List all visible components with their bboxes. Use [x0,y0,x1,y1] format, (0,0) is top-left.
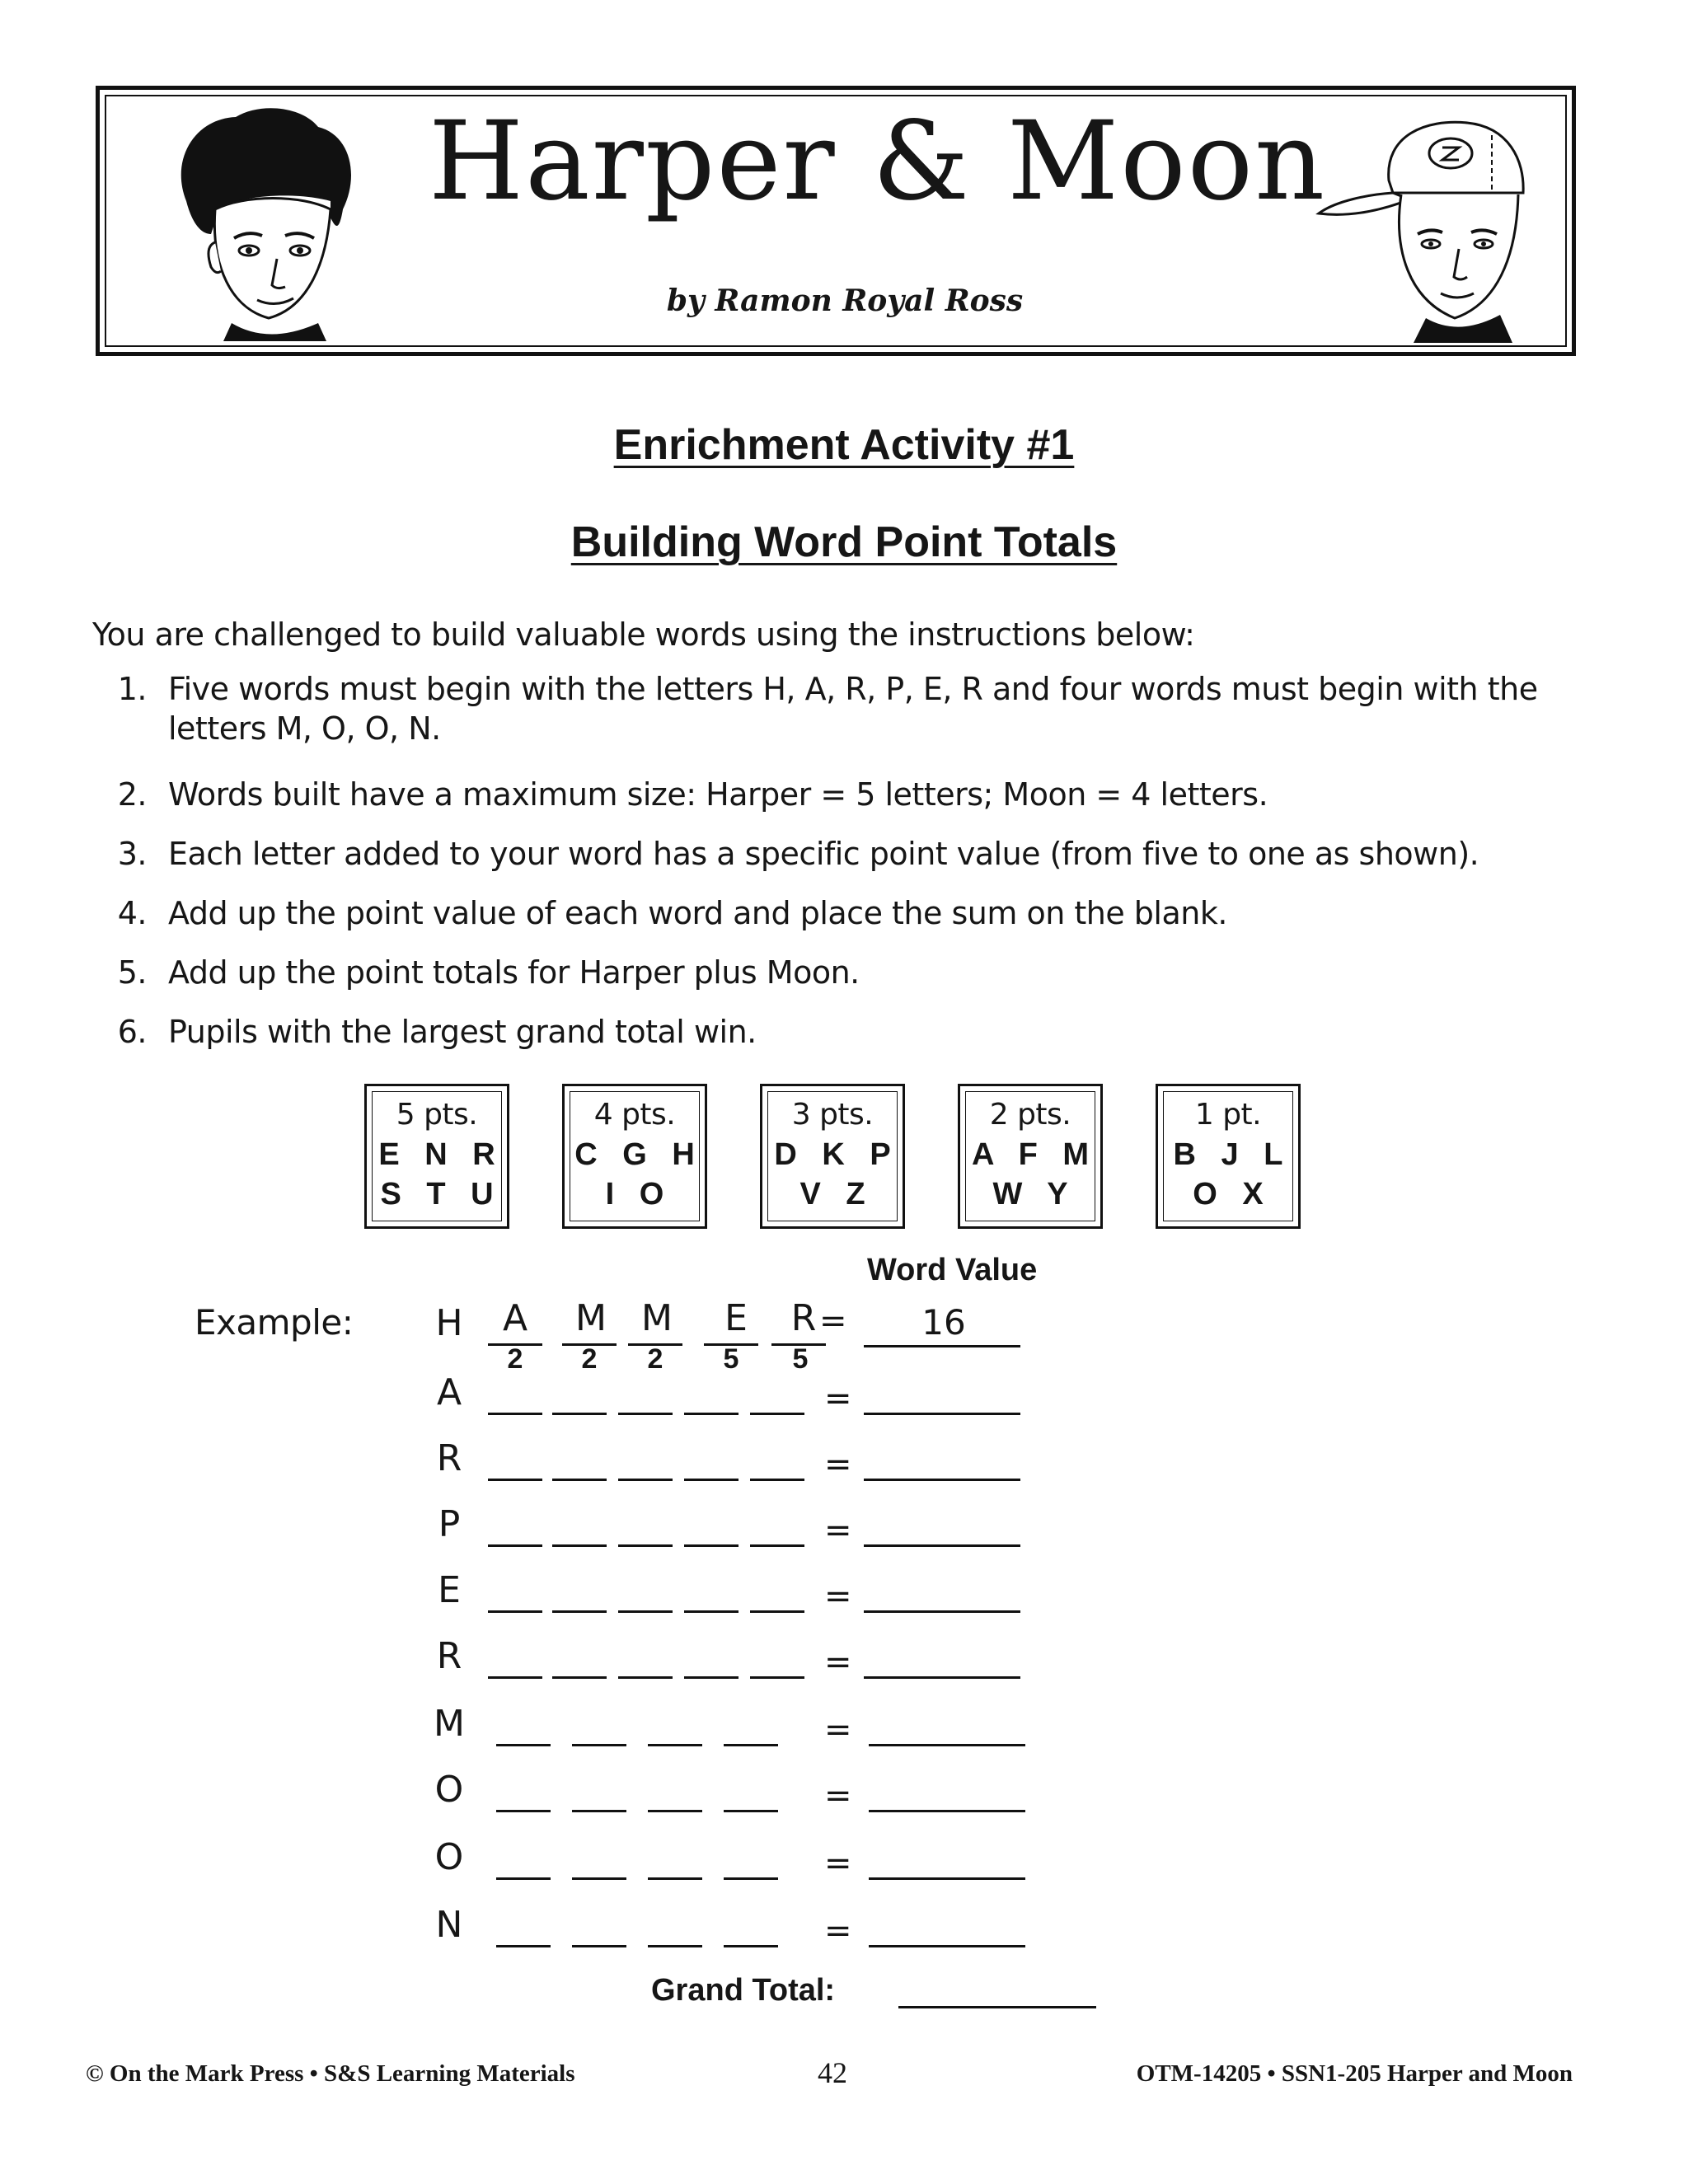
row-letter-o: O [434,1769,464,1811]
moon-portrait [1302,102,1550,349]
step-number: 6. [117,1014,147,1050]
point-box-value: 1 pt. [1194,1098,1262,1132]
example-equals: = [819,1302,847,1340]
row-letter-e: E [438,1569,461,1611]
grand-total-label: Grand Total: [651,1973,836,2008]
letter-blank[interactable] [496,1810,551,1812]
word-value-label: Word Value [867,1253,1038,1287]
row-letter-r2: R [436,1635,462,1677]
letter-blank[interactable] [618,1413,673,1415]
step-number: 4. [117,895,147,931]
letter-blank[interactable] [684,1479,738,1481]
row-letter-o2: O [434,1836,464,1878]
example-letter-points: 5 [723,1343,739,1375]
point-box-1 [1156,1084,1301,1229]
step-text: Add up the point value of each word and place the sum on the blank. [168,895,1227,931]
row-equals: = [824,1844,852,1882]
point-box-letters: S T U [380,1177,502,1212]
point-box-letters: D K P [774,1137,899,1172]
point-box-value: 2 pts. [989,1098,1071,1132]
row-letter-a: A [436,1371,462,1413]
letter-blank[interactable] [572,1810,626,1812]
grand-total-blank[interactable] [898,2006,1096,2008]
step-number: 5. [117,954,147,991]
step-number: 3. [117,836,147,872]
letter-blank[interactable] [750,1544,804,1547]
letter-blank[interactable] [618,1479,673,1481]
instructions-intro: You are challenged to build valuable words using the instructions below: [92,616,1195,653]
example-letter-points: 5 [792,1343,809,1375]
row-equals: = [824,1912,852,1950]
step-text: Each letter added to your word has a specific point value (from five to one as shown). [168,836,1479,872]
row-equals: = [824,1577,852,1615]
book-title: Harper & Moon [429,98,1327,225]
letter-blank[interactable] [750,1413,804,1415]
example-label: Example: [195,1302,354,1343]
letter-blank[interactable] [648,1810,702,1812]
letter-blank[interactable] [488,1544,542,1547]
activity-title-text: Enrichment Activity #1 [613,421,1075,469]
letter-blank[interactable] [552,1479,607,1481]
letter-blank[interactable] [648,1945,702,1947]
step-text: Five words must begin with the letters H, A, R, P, E, R and four words must begin with the letters M, O, O, N. [168,671,1538,747]
row-equals: = [824,1643,852,1681]
word-value-blank[interactable] [869,1744,1025,1746]
footer-product-code: OTM-14205 • SSN1-205 Harper and Moon [1136,2060,1573,2087]
point-box-letters: V Z [799,1177,874,1212]
word-value-blank[interactable] [864,1413,1020,1415]
letter-blank[interactable] [488,1413,542,1415]
point-box-letters: W Y [992,1177,1076,1212]
example-value-line [864,1345,1020,1347]
row-equals: = [824,1711,852,1749]
activity-subtitle [0,518,1688,567]
point-box-3 [760,1084,905,1229]
step-text: Pupils with the largest grand total win. [168,1014,757,1050]
example-start-letter: H [435,1302,463,1344]
word-value-blank[interactable] [864,1676,1020,1679]
letter-blank[interactable] [684,1413,738,1415]
letter-blank[interactable] [572,1945,626,1947]
letter-blank[interactable] [684,1610,738,1613]
word-value-blank[interactable] [864,1479,1020,1481]
point-box-value: 3 pts. [791,1098,874,1132]
letter-blank[interactable] [488,1610,542,1613]
letter-blank[interactable] [552,1610,607,1613]
point-box-5 [364,1084,509,1229]
row-letter-n: N [435,1904,463,1946]
activity-title [0,420,1688,470]
point-box-letters: A F M [971,1137,1097,1172]
example-letter: M [575,1297,607,1339]
example-letter: M [641,1297,673,1339]
example-letter: R [790,1297,817,1339]
letter-blank[interactable] [552,1676,607,1679]
letter-blank[interactable] [552,1413,607,1415]
example-letter-points: 2 [647,1343,663,1375]
letter-blank[interactable] [488,1479,542,1481]
letter-blank[interactable] [618,1610,673,1613]
letter-blank[interactable] [684,1676,738,1679]
row-equals: = [824,1446,852,1483]
row-equals: = [824,1511,852,1549]
letter-blank[interactable] [496,1945,551,1947]
row-equals: = [824,1777,852,1815]
point-box-letters: E N R [378,1137,504,1172]
point-box-letters: C G H [574,1137,703,1172]
letter-blank[interactable] [648,1744,702,1746]
letter-blank[interactable] [750,1479,804,1481]
point-box-value: 4 pts. [593,1098,676,1132]
row-letter-r: R [436,1437,462,1479]
point-box-value: 5 pts. [396,1098,478,1132]
word-value-blank[interactable] [864,1544,1020,1547]
example-word-value: 16 [921,1302,966,1343]
letter-blank[interactable] [684,1544,738,1547]
example-letter: E [724,1297,748,1339]
example-letter: A [502,1297,528,1339]
letter-blank[interactable] [618,1676,673,1679]
letter-blank[interactable] [724,1744,778,1746]
letter-blank[interactable] [724,1945,778,1947]
step-number: 2. [117,776,147,813]
point-box-letters: B J L [1173,1137,1292,1172]
step-number: 1. [117,671,147,707]
footer-publisher: © On the Mark Press • S&S Learning Materials [86,2060,575,2087]
letter-blank[interactable] [724,1877,778,1880]
book-author: by Ramon Royal Ross [666,284,1024,318]
word-value-blank[interactable] [869,1945,1025,1947]
example-letter-points: 2 [507,1343,523,1375]
activity-subtitle-text: Building Word Point Totals [570,518,1118,566]
point-box-letters: O X [1193,1177,1272,1212]
row-equals: = [824,1380,852,1418]
word-value-blank[interactable] [869,1810,1025,1812]
point-box-letters: I O [605,1177,673,1212]
letter-blank[interactable] [618,1544,673,1547]
harper-portrait [162,102,376,349]
letter-blank[interactable] [724,1810,778,1812]
row-letter-p: P [438,1503,461,1545]
page-number: 42 [818,2056,847,2089]
word-value-blank[interactable] [869,1877,1025,1880]
letter-blank[interactable] [552,1544,607,1547]
row-letter-m: M [434,1703,465,1745]
letter-blank[interactable] [496,1744,551,1746]
step-text: Words built have a maximum size: Harper = 5 letters; Moon = 4 letters. [168,776,1268,813]
letter-blank[interactable] [648,1877,702,1880]
example-letter-points: 2 [581,1343,598,1375]
letter-blank[interactable] [750,1610,804,1613]
letter-blank[interactable] [496,1877,551,1880]
point-box-2 [958,1084,1103,1229]
letter-blank[interactable] [572,1877,626,1880]
letter-blank[interactable] [572,1744,626,1746]
step-text: Add up the point totals for Harper plus Moon. [168,954,860,991]
letter-blank[interactable] [488,1676,542,1679]
point-box-4 [562,1084,707,1229]
letter-blank[interactable] [750,1676,804,1679]
word-value-blank[interactable] [864,1610,1020,1613]
